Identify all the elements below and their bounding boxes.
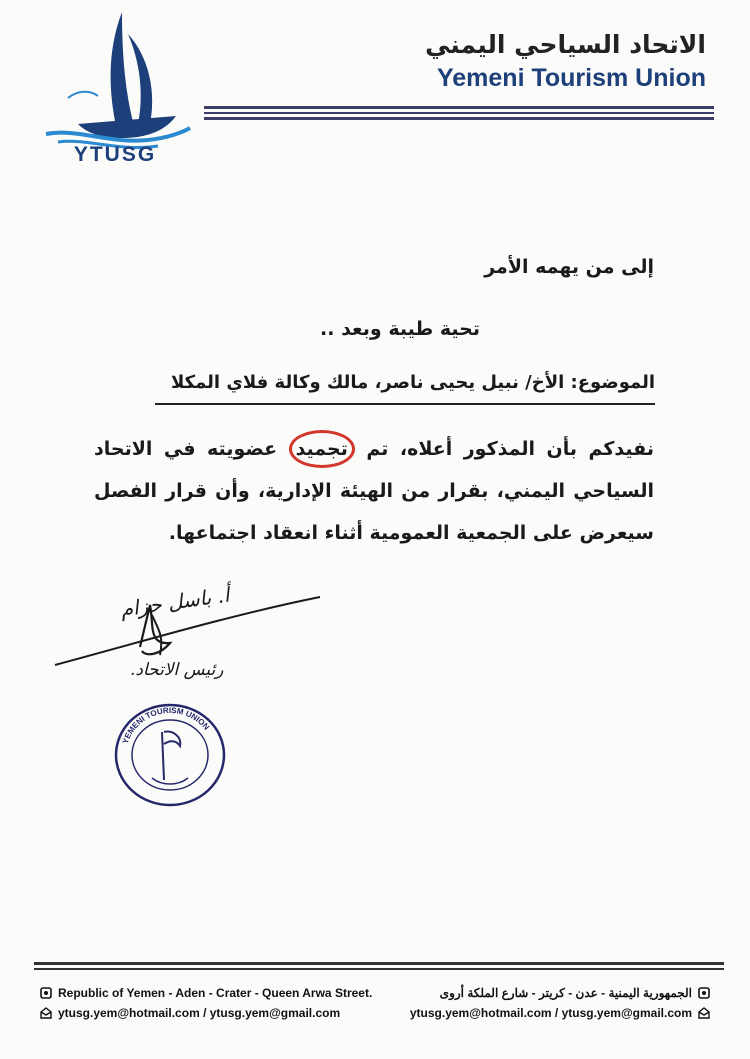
footer-email-arabic <box>410 1006 710 1020</box>
recipient-line: إلى من يهمه الأمر <box>484 256 654 278</box>
org-name-arabic: الاتحاد السياحي اليمني <box>425 30 706 59</box>
highlighted-word: تجميد <box>289 430 355 468</box>
header-divider <box>204 106 714 123</box>
stamp-text: YEMENI TOURISM UNION <box>120 705 212 745</box>
official-stamp <box>112 700 228 810</box>
address-ar-text: الجمهورية اليمنية - عدن - كريتر - شارع الملكة أروى <box>439 986 692 1000</box>
location-pin-icon <box>698 987 710 999</box>
signatory-name: أ. باسل حزام <box>118 582 231 622</box>
body-text-part1: نفيدكم بأن المذكور أعلاه، تم <box>366 438 654 460</box>
envelope-icon <box>698 1007 710 1019</box>
address-en-text: Republic of Yemen - Aden - Crater - Queen Arwa Street. <box>58 986 373 1000</box>
logo-text: YTUSG <box>73 143 157 166</box>
footer-email-english <box>40 1006 340 1020</box>
subject-line: الموضوع: الأخ/ نبيل يحيى ناصر، مالك وكالة فلاي المكلا <box>155 372 655 405</box>
footer-address-arabic <box>440 986 710 1000</box>
body-text-part2: عضويته في الاتحاد السياحي اليمني، بقرار من الهيئة الإدارية، وأن قرار الفصل سيعرض على الجمعية العمومية أثناء انعقاد اجتماعها. <box>94 438 654 544</box>
signatory-title: رئيس الاتحاد. <box>130 660 224 680</box>
footer-divider <box>34 962 724 970</box>
footer-address-english <box>40 986 372 1000</box>
letter-body <box>94 428 654 554</box>
org-name-english: Yemeni Tourism Union <box>436 64 706 92</box>
email-en-text: ytusg.yem@hotmail.com / ytusg.yem@gmail.com <box>58 1006 341 1020</box>
greeting-line: تحية طيبة وبعد .. <box>320 318 480 340</box>
envelope-icon <box>40 1007 52 1019</box>
email-ar-text: ytusg.yem@hotmail.com / ytusg.yem@gmail.com <box>409 1006 692 1020</box>
location-pin-icon <box>40 987 52 999</box>
